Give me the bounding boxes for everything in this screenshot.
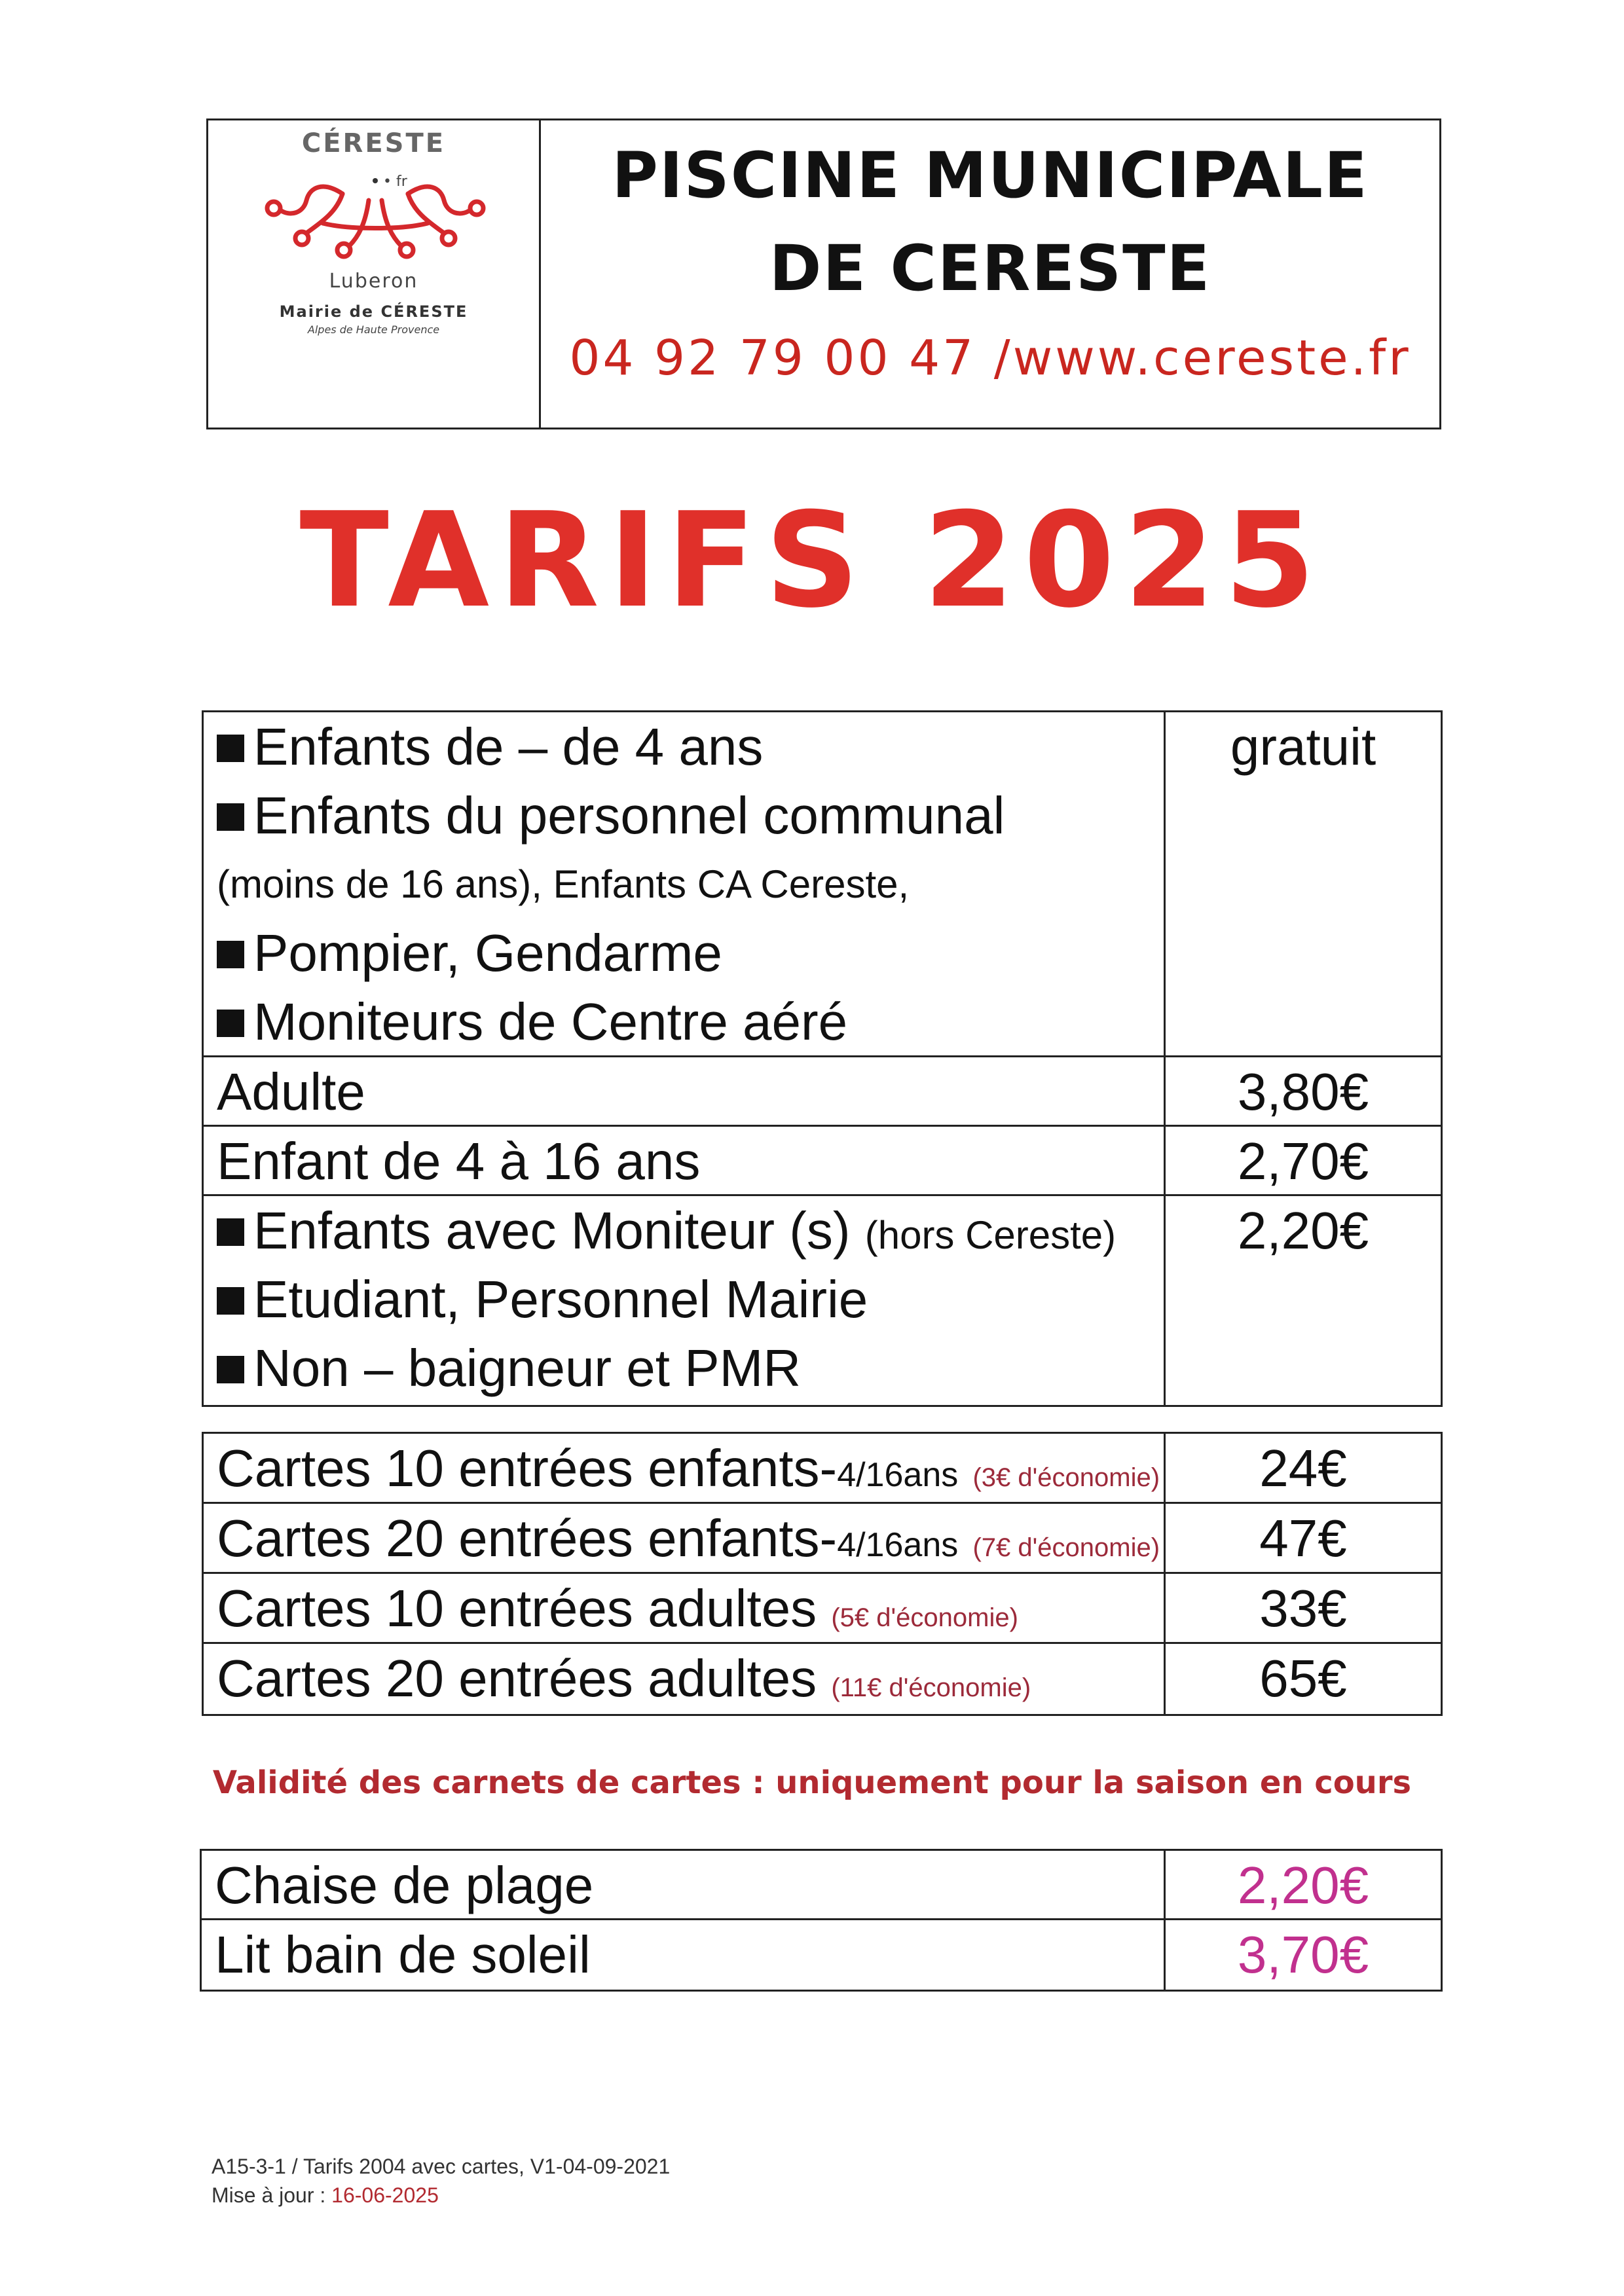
bullet-square-icon: [217, 803, 244, 831]
accessory-price: 3,70€: [1237, 1925, 1369, 1984]
table-row-adult: [204, 1057, 1441, 1127]
footer-update: Mise à jour : 16-06-2025: [212, 2183, 439, 2207]
child-label: Enfant de 4 à 16 ans: [217, 1132, 701, 1190]
cereste-logo: [208, 120, 541, 428]
card-price: 47€: [1259, 1509, 1347, 1567]
bullet-square-icon: [217, 1010, 244, 1037]
accessories-table: [200, 1849, 1443, 1992]
cards-table: [202, 1432, 1443, 1716]
page-title: TARIFS 2025: [299, 484, 1325, 637]
accessory-label: Lit bain de soleil: [215, 1925, 591, 1984]
table-row: [202, 1851, 1441, 1920]
logo-region: Luberon: [329, 270, 418, 293]
list-item: Etudiant, Personnel Mairie: [217, 1265, 1164, 1334]
card-price: 65€: [1259, 1649, 1347, 1707]
bullet-square-icon: [217, 1218, 244, 1246]
list-item: Enfants du personnel communal: [217, 781, 1164, 850]
table-row: Cartes 10 entrées enfants-4/16ans (3€ d'économie) 24€: [204, 1434, 1441, 1504]
bullet-square-icon: [217, 735, 244, 762]
logo-mairie: Mairie de CÉRESTE: [279, 302, 468, 321]
bullet-square-icon: [217, 1287, 244, 1315]
table-row-free: [204, 712, 1441, 1057]
table-row-child: [204, 1127, 1441, 1196]
header-title-line1: PISCINE MUNICIPALE: [612, 139, 1369, 212]
list-item: Enfants avec Moniteur (s) (hors Cereste): [217, 1196, 1164, 1265]
header-contact: 04 92 79 00 47 /www.cereste.fr: [569, 330, 1411, 386]
entry-prices-table: [202, 710, 1443, 1407]
logo-fr: • fr: [383, 173, 407, 190]
free-categories: [204, 712, 1166, 1055]
header-box: [206, 118, 1441, 429]
validity-note: Validité des carnets de cartes : uniquement pour la saison en cours: [212, 1764, 1412, 1801]
adult-price: 3,80€: [1237, 1063, 1369, 1121]
reduced-price: 2,20€: [1237, 1201, 1369, 1260]
accessory-label: Chaise de plage: [215, 1856, 594, 1914]
table-row: [202, 1920, 1441, 1990]
logo-town: CÉRESTE: [301, 128, 446, 158]
reduced-categories: [204, 1196, 1166, 1405]
child-price: 2,70€: [1237, 1132, 1369, 1190]
list-item: Moniteurs de Centre aéré: [217, 987, 1164, 1056]
table-row: Cartes 10 entrées adultes (5€ d'économie) 33€: [204, 1574, 1441, 1644]
bullet-square-icon: [217, 941, 244, 968]
footer: [212, 2152, 670, 2210]
logo-dept: Alpes de Haute Provence: [307, 323, 440, 336]
bullet-square-icon: [217, 1356, 244, 1383]
footer-ref: A15-3-1 / Tarifs 2004 avec cartes, V1-04-09-2021: [212, 2155, 671, 2178]
accessory-price: 2,20€: [1237, 1856, 1369, 1914]
occitan-cross-icon: [244, 161, 506, 266]
list-item: Enfants de – de 4 ans: [217, 712, 1164, 781]
list-item: Pompier, Gendarme: [217, 919, 1164, 987]
card-price: 33€: [1259, 1579, 1347, 1637]
free-price: gratuit: [1230, 718, 1376, 776]
adult-label: Adulte: [217, 1063, 365, 1121]
list-item: Non – baigneur et PMR: [217, 1334, 1164, 1402]
header-text: [541, 120, 1439, 428]
header-title-line2: DE CERESTE: [769, 232, 1211, 305]
footer-update-date: 16-06-2025: [331, 2183, 439, 2207]
list-item: (moins de 16 ans), Enfants CA Cereste,: [217, 862, 910, 906]
table-row: Cartes 20 entrées enfants-4/16ans (7€ d'économie) 47€: [204, 1504, 1441, 1574]
table-row-reduced: [204, 1196, 1441, 1405]
card-price: 24€: [1259, 1439, 1347, 1497]
table-row: Cartes 20 entrées adultes (11€ d'économie) 65€: [204, 1644, 1441, 1714]
